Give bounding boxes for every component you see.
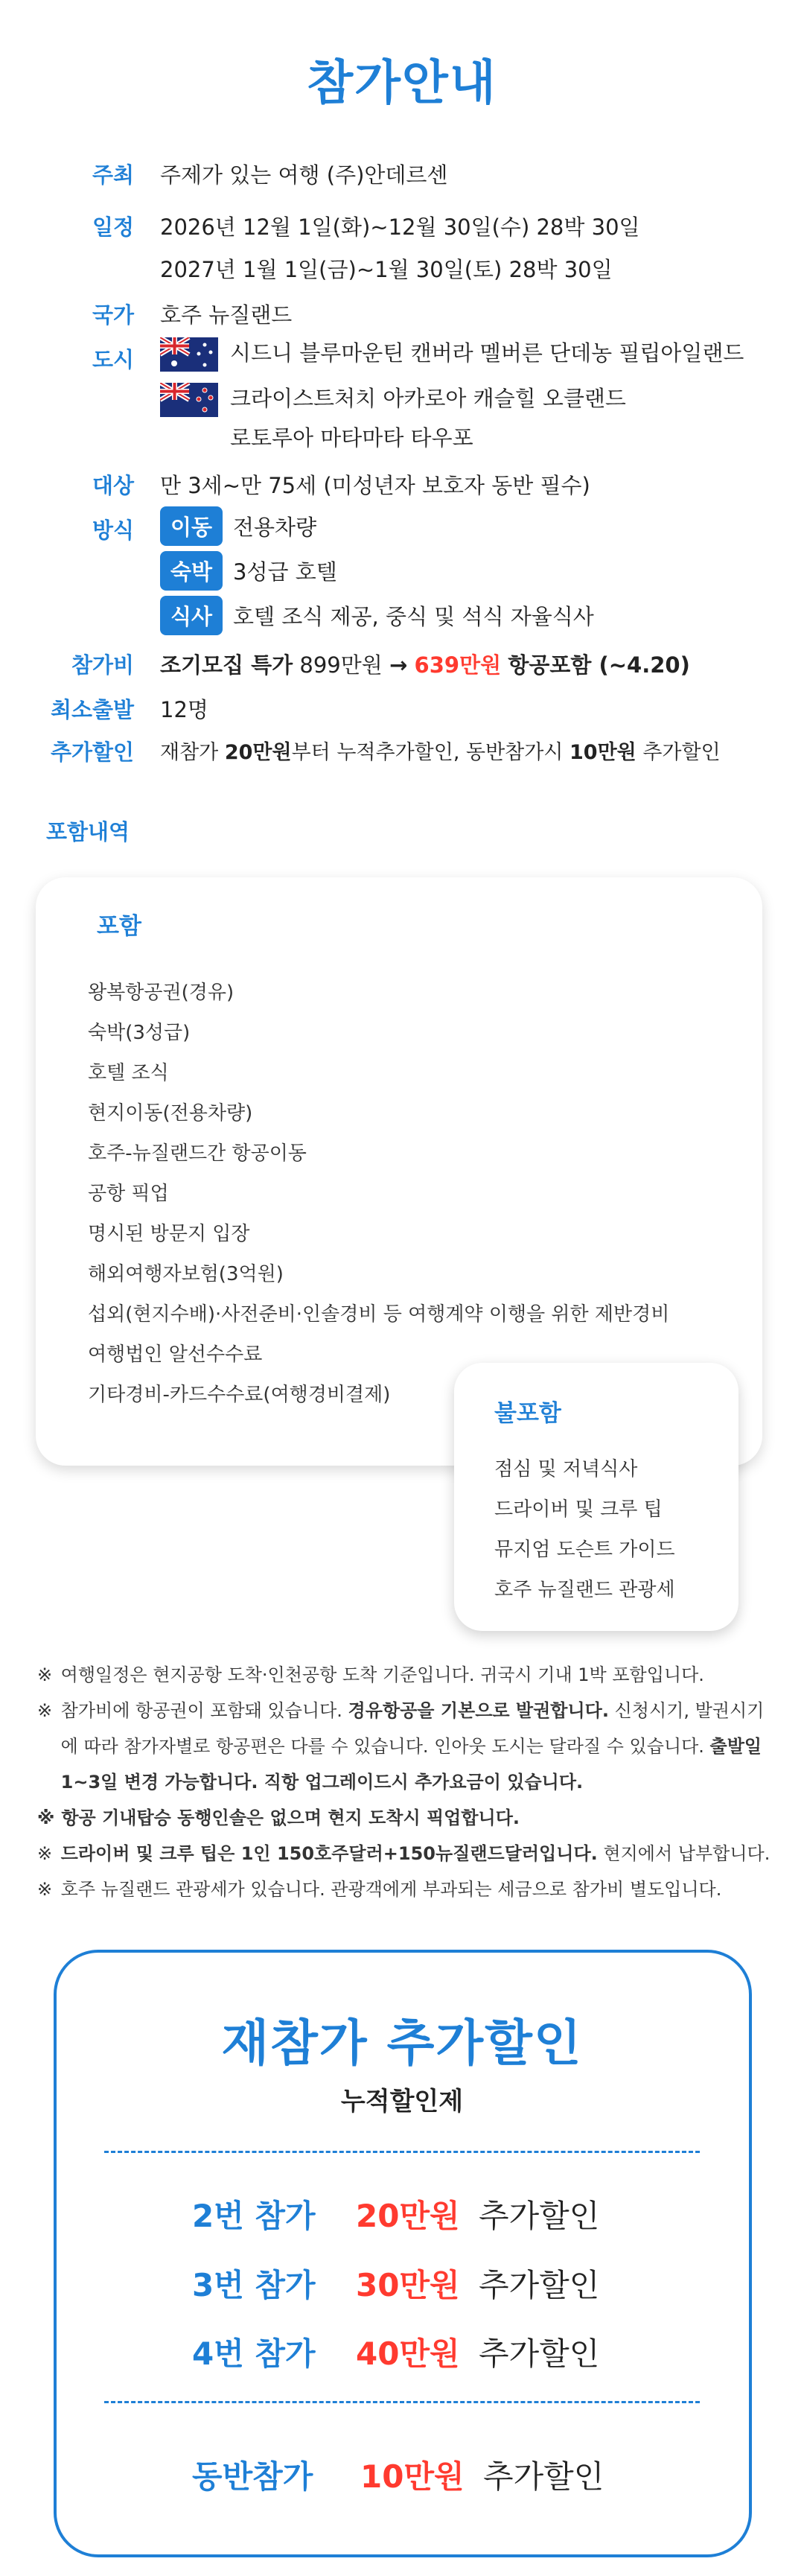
city-nz-text-1: 크라이스트처치 아카로아 캐슬힐 오클랜드: [230, 386, 626, 411]
note-3: [37, 1800, 774, 1836]
discount-label: 추가할인: [50, 740, 134, 765]
included-item: 호텔 조식: [88, 1062, 169, 1084]
companion-amount: 10만원: [360, 2458, 465, 2495]
note-3-text: 항공 기내탑승 동행인솔은 없으며 현지 도착시 픽업합니다.: [61, 1807, 520, 1828]
city-nz-text-2: 로토루아 마타마타 타우포: [230, 425, 473, 451]
city-au-text: 시드니 블루마운틴 캔버라 멜버른 단데농 필립아일랜드: [230, 340, 744, 366]
city-label: 도시: [92, 347, 134, 372]
country-label: 국가: [92, 302, 134, 328]
companion-row: [192, 2452, 604, 2497]
australia-flag-icon: [160, 337, 218, 372]
fee-original: 899만원: [299, 652, 383, 678]
fee-arrow: →: [389, 652, 408, 678]
rejoin-row-amount: 30만원: [356, 2267, 460, 2303]
rejoin-title: 재참가 추가할인: [221, 2014, 583, 2072]
note-2-text-d: 에 따라 참가자별로 항공편은 다를 수 있습니다. 인아웃 도시는 달라질 수 있습니다.: [60, 1736, 710, 1757]
note-mark: ※: [37, 1879, 53, 1900]
discount-text-3: 추가할인: [636, 741, 721, 764]
min-value: 12명: [160, 697, 208, 722]
note-2-text-c: 신청시기, 발권시기: [608, 1700, 765, 1721]
note-mark: ※: [37, 1664, 53, 1685]
discount-amount-1: 20만원: [224, 741, 292, 764]
method-tag-meal: 식사: [160, 596, 223, 635]
inclusions-heading: 포함내역: [46, 819, 130, 845]
excluded-item: 점심 및 저녁식사: [494, 1458, 638, 1481]
method-tag-stay: 숙박: [160, 551, 223, 591]
fee-value: [160, 649, 690, 679]
page-title: 참가안내: [307, 56, 497, 111]
fee-label: 참가비: [71, 652, 134, 678]
rejoin-row-amount: 40만원: [356, 2335, 460, 2372]
schedule-value-2: 2027년 1월 1일(금)~1월 30일(토) 28박 30일: [160, 257, 613, 282]
rejoin-row-3: [192, 2261, 599, 2306]
fee-sale-price: 639만원: [414, 652, 502, 678]
included-item: 섭외(현지수배)·사전준비·인솔경비 등 여행계약 이행을 위한 제반경비: [88, 1303, 670, 1326]
discount-text-1: 재참가: [160, 741, 225, 764]
included-item: 현지이동(전용차량): [88, 1102, 253, 1125]
discount-text-2: 부터 누적추가할인, 동반참가시: [291, 741, 570, 764]
note-4-bold: 드라이버 및 크루 팁은 1인 150호주달러+150뉴질랜드달러입니다.: [60, 1843, 598, 1864]
divider: [104, 2151, 700, 2153]
note-2-text-a: 참가비에 항공권이 포함돼 있습니다.: [60, 1700, 348, 1721]
rejoin-subtitle: 누적할인제: [340, 2087, 464, 2117]
rejoin-row-tail: 추가할인: [479, 2335, 600, 2372]
excluded-title: 불포함: [494, 1400, 561, 1427]
discount-value: [160, 736, 721, 765]
min-label: 최소출발: [50, 697, 134, 722]
schedule-label: 일정: [92, 214, 134, 240]
note-4-text: 현지에서 납부합니다.: [597, 1843, 770, 1864]
rejoin-row-label: 4번 참가: [192, 2335, 316, 2372]
city-au-row: [160, 337, 744, 372]
method-text-move: 전용차량: [233, 515, 317, 540]
rejoin-row-amount: 20만원: [356, 2198, 460, 2234]
note-5: [37, 1871, 774, 1907]
note-2-bold-b: 경유항공을 기본으로 발권합니다.: [348, 1700, 609, 1721]
country-value: 호주 뉴질랜드: [160, 302, 293, 328]
excluded-item: 뮤지엄 도슨트 가이드: [494, 1539, 675, 1561]
discount-amount-2: 10만원: [570, 741, 636, 764]
method-text-meal: 호텔 조식 제공, 중식 및 석식 자율식사: [233, 604, 594, 629]
excluded-item: 호주 뉴질랜드 관광세: [494, 1579, 675, 1601]
schedule-value-1: 2026년 12월 1일(화)~12월 30일(수) 28박 30일: [160, 214, 640, 240]
included-item: 명시된 방문지 입장: [88, 1223, 250, 1245]
method-label: 방식: [92, 518, 134, 543]
divider: [104, 2401, 700, 2403]
fee-prefix: 조기모집 특가: [160, 652, 293, 678]
host-value: 주제가 있는 여행 (주)안데르센: [160, 162, 448, 188]
included-item: 공항 픽업: [88, 1183, 169, 1205]
rejoin-row-2: [192, 2192, 599, 2236]
method-meal: [160, 596, 594, 635]
included-title: 포함: [97, 913, 141, 940]
note-5-text: 호주 뉴질랜드 관광세가 있습니다. 관광객에게 부과되는 세금으로 참가비 별도입니다.: [60, 1879, 722, 1900]
note-2-bold-e: 출발일: [709, 1736, 762, 1757]
method-move: [160, 506, 316, 546]
rejoin-row-4: [192, 2329, 599, 2374]
target-label: 대상: [92, 473, 134, 498]
note-1-text: 여행일정은 현지공항 도착·인천공항 도착 기준입니다. 귀국시 기내 1박 포함입니다.: [60, 1664, 704, 1685]
note-mark: ※: [37, 1700, 53, 1721]
companion-label: 동반참가: [192, 2458, 313, 2495]
new-zealand-flag-icon: [160, 383, 218, 417]
included-item: 기타경비-카드수수료(여행경비결제): [88, 1384, 391, 1406]
included-item: 호주-뉴질랜드간 항공이동: [88, 1142, 307, 1165]
rejoin-row-label: 3번 참가: [192, 2267, 316, 2303]
rejoin-row-tail: 추가할인: [479, 2267, 600, 2303]
rejoin-row-tail: 추가할인: [479, 2198, 600, 2234]
city-nz-row: [160, 382, 626, 417]
method-stay: [160, 551, 337, 591]
fee-suffix: 항공포함 (~4.20): [508, 652, 690, 678]
target-value: 만 3세~만 75세 (미성년자 보호자 동반 필수): [160, 473, 590, 498]
note-2-bold-f: 1~3일 변경 가능합니다. 직항 업그레이드시 추가요금이 있습니다.: [60, 1772, 584, 1793]
included-item: 왕복항공권(경유): [88, 982, 234, 1004]
host-label: 주최: [92, 162, 134, 188]
note-2: [37, 1693, 774, 1800]
included-item: 해외여행자보험(3억원): [88, 1263, 284, 1285]
note-4: [37, 1836, 774, 1871]
included-item: 여행법인 알선수수료: [88, 1343, 263, 1366]
excluded-item: 드라이버 및 크루 팁: [494, 1498, 663, 1521]
included-item: 숙박(3성급): [88, 1022, 191, 1044]
note-1: [37, 1657, 774, 1693]
rejoin-row-label: 2번 참가: [192, 2198, 316, 2234]
companion-tail: 추가할인: [483, 2458, 604, 2495]
method-text-stay: 3성급 호텔: [233, 559, 337, 585]
note-mark: ※: [37, 1843, 53, 1864]
note-mark: ※: [37, 1807, 55, 1828]
method-tag-move: 이동: [160, 506, 223, 546]
